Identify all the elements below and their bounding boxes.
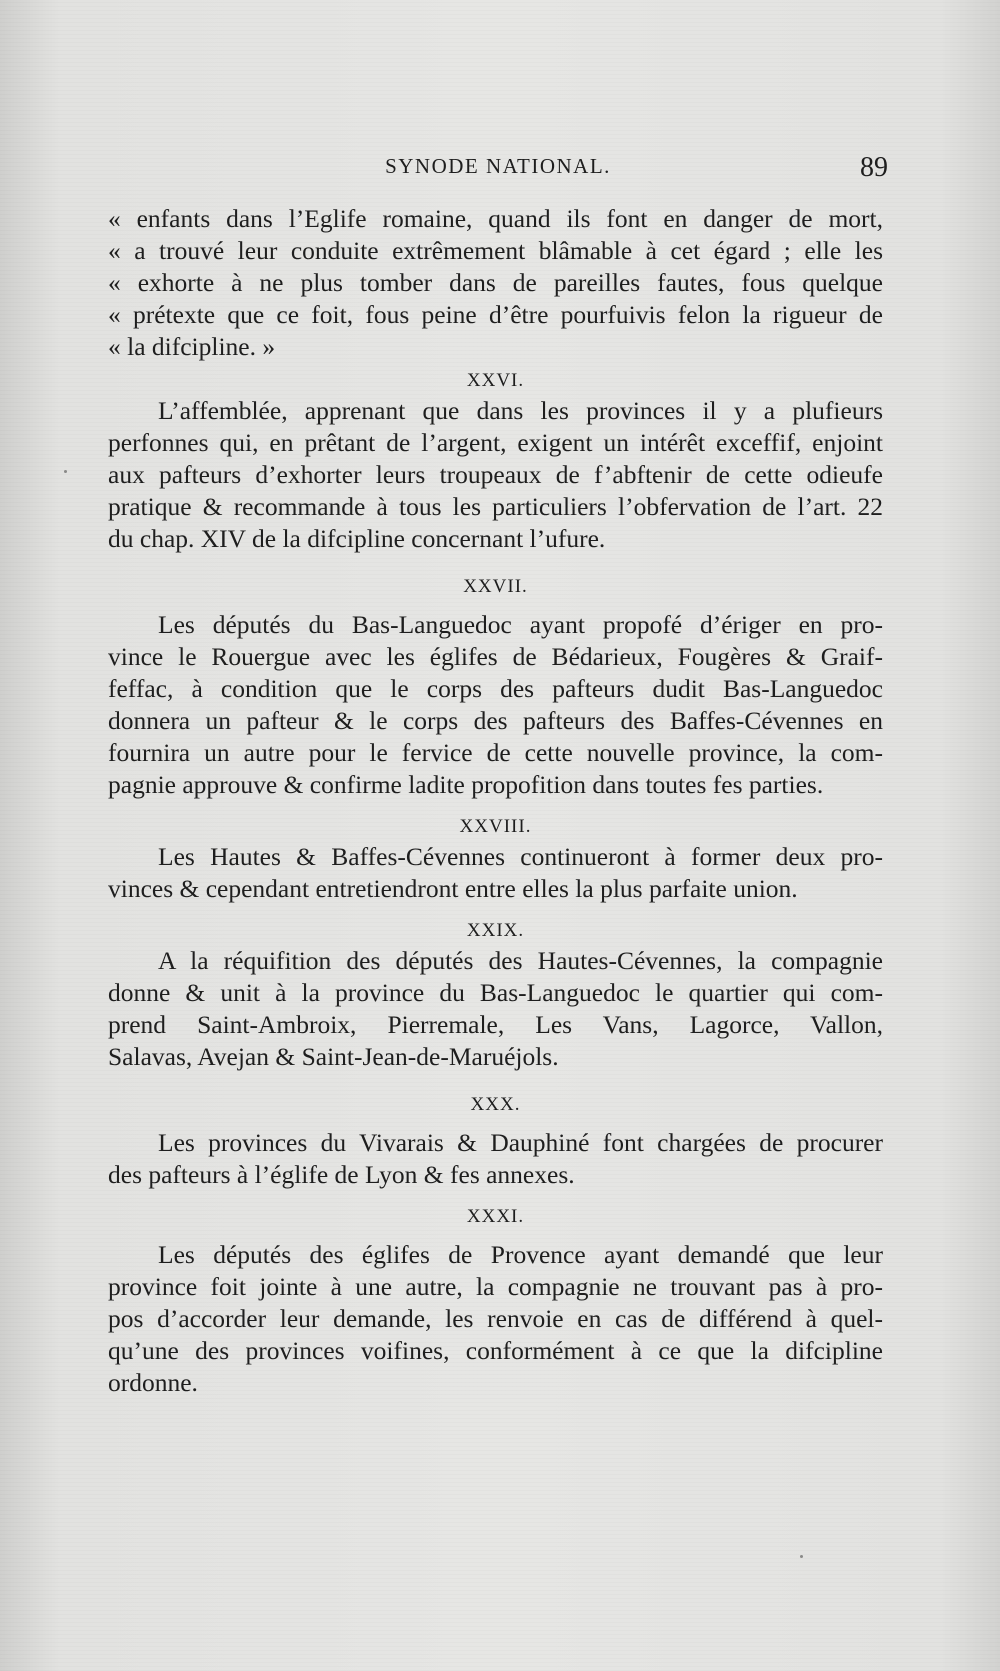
section-line: qu’une des provinces voifines, conformément à ce que la difcipline [108,1336,883,1365]
section-xxix [108,913,883,1073]
section-numeral: XXIX. [466,920,525,941]
quote-line: « la difcipline. » [108,332,276,361]
section-line: A la réquifition des députés des Hautes-Cévennes, la compagnie [158,946,883,975]
section-xxviii [108,809,883,905]
section-line: Les députés des églifes de Provence ayant demandé que leur [158,1240,883,1269]
page-number: 89 [860,152,888,183]
section-line: Les Hautes & Baffes-Cévennes continueront à former deux pro- [158,842,883,871]
running-title: SYNODE NATIONAL. [385,154,611,178]
section-line: prend Saint-Ambroix, Pierremale, Les Vans, Lagorce, Vallon, [108,1010,883,1039]
section-line: pratique & recommande à tous les particuliers l’obfervation de l’art. 22 [108,492,883,521]
section-line: Les provinces du Vivarais & Dauphiné font chargées de procurer [158,1128,883,1157]
section-line: province foit jointe à une autre, la compagnie ne trouvant pas à pro- [108,1272,883,1301]
section-line: fournira un autre pour le fervice de cette nouvelle province, la com- [108,738,883,767]
section-numeral: XXXI. [466,1206,525,1227]
section-line: aux pafteurs d’exhorter leurs troupeaux de f’abftenir de cette odieufe [108,460,883,489]
section-numeral: XXX. [470,1094,521,1115]
section-line: feffac, à condition que le corps des pafteurs dudit Bas-Languedoc [108,674,883,703]
paper-speck [800,1555,803,1558]
section-line: perfonnes qui, en prêtant de l’argent, exigent un intérêt exceffif, enjoint [108,428,883,457]
section-xxxi [108,1199,883,1399]
section-line: donnera un pafteur & le corps des pafteurs des Baffes-Cévennes en [108,706,883,735]
text-block [108,203,883,1399]
section-line: ordonne. [108,1368,198,1397]
section-line: des pafteurs à l’églife de Lyon & fes annexes. [108,1160,575,1189]
quote-line: « a trouvé leur conduite extrêmement blâmable à cet égard ; elle les [108,236,883,265]
section-line: pagnie approuve & confirme ladite propofition dans toutes fes parties. [108,770,824,799]
section-line: du chap. XIV de la difcipline concernant l’ufure. [108,524,606,553]
section-numeral: XXVII. [463,576,528,597]
section-numeral: XXVIII. [459,816,532,837]
section-xxx [108,1087,883,1191]
section-line: vince le Rouergue avec les églifes de Bédarieux, Fougères & Graif- [108,642,883,671]
section-line: vinces & cependant entretiendront entre elles la plus parfaite union. [108,874,798,903]
section-xxvii [108,569,883,801]
section-line: L’affemblée, apprenant que dans les provinces il y a plufieurs [158,396,883,425]
running-head [108,152,888,188]
section-line: donne & unit à la province du Bas-Languedoc le quartier qui com- [108,978,883,1007]
paper-speck [64,470,67,473]
section-line: Les députés du Bas-Languedoc ayant propofé d’ériger en pro- [158,610,883,639]
opening-quote [108,203,883,363]
quote-line: « prétexte que ce foit, fous peine d’être pourfuivis felon la rigueur de [108,300,883,329]
quote-line: « exhorte à ne plus tomber dans de pareilles fautes, fous quelque [108,268,883,297]
section-line: Salavas, Avejan & Saint-Jean-de-Maruéjols. [108,1042,559,1071]
section-numeral: XXVI. [466,370,525,391]
section-xxvi [108,363,883,555]
section-line: pos d’accorder leur demande, les renvoie en cas de différend à quel- [108,1304,883,1333]
quote-line: « enfants dans l’Eglife romaine, quand ils font en danger de mort, [108,204,883,233]
